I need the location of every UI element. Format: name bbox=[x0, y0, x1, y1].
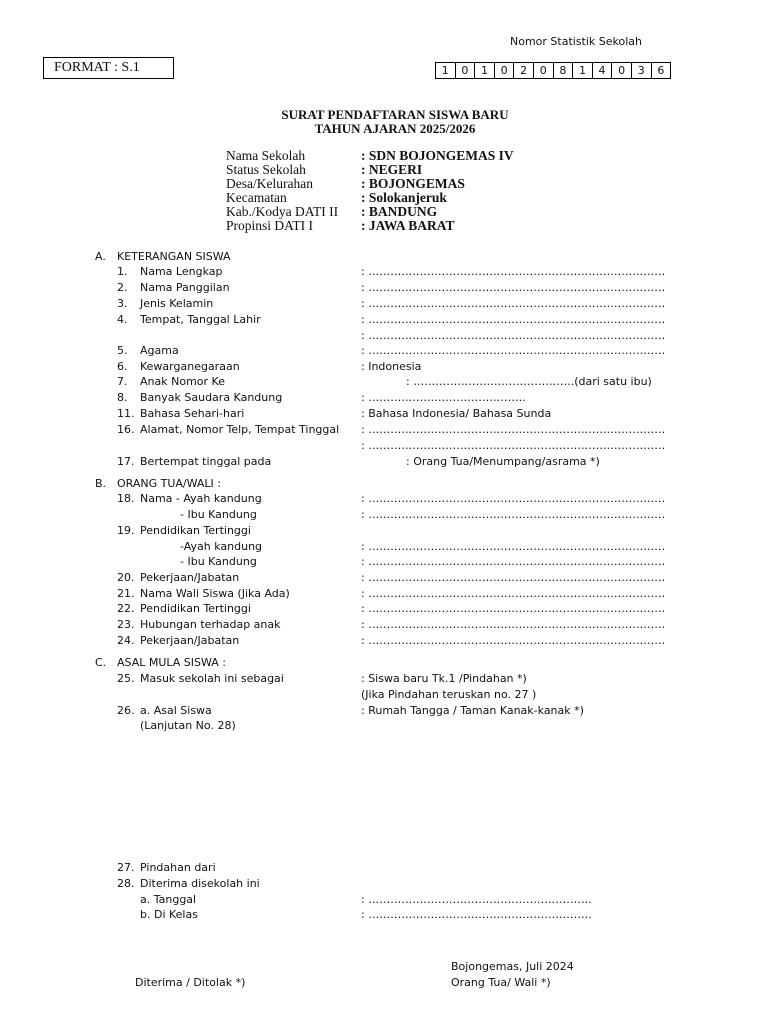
item-label: Nama Panggilan bbox=[140, 281, 230, 294]
province-label: Propinsi DATI I bbox=[226, 218, 313, 233]
fill-in-field: : ……………………………………. bbox=[361, 391, 526, 404]
fill-in-field: : ……………………………………………………………………… bbox=[361, 329, 666, 342]
nss-digit: 0 bbox=[611, 62, 632, 79]
fill-in-field: : Siswa baru Tk.1 /Pindahan *) bbox=[361, 672, 527, 685]
item-label: Nama - Ayah kandung bbox=[140, 492, 262, 505]
item-number: 20. bbox=[117, 571, 135, 584]
district-label: Kecamatan bbox=[226, 190, 287, 205]
section-title: ORANG TUA/WALI : bbox=[117, 477, 222, 490]
fill-in-field: : ……………………………………………………………………… bbox=[361, 555, 666, 568]
item-number: 17. bbox=[117, 455, 135, 468]
item-number: 8. bbox=[117, 391, 128, 404]
item-label: Pekerjaan/Jabatan bbox=[140, 634, 240, 647]
item-label: a. Tanggal bbox=[140, 893, 197, 906]
item-number: 18. bbox=[117, 492, 135, 505]
item-number: 6. bbox=[117, 360, 128, 373]
item-label: Diterima disekolah ini bbox=[140, 877, 260, 890]
district-value: : Solokanjeruk bbox=[361, 190, 447, 205]
fill-in-field: : ……………………………………………………………………… bbox=[361, 313, 666, 326]
accepted-rejected-label: Diterima / Ditolak *) bbox=[135, 976, 246, 989]
fill-in-field: : ……………………………………………………. bbox=[361, 893, 592, 906]
item-number: 16. bbox=[117, 423, 135, 436]
place-date: Bojongemas, Juli 2024 bbox=[451, 960, 574, 973]
item-label: Nama Lengkap bbox=[140, 265, 223, 278]
item-number: 25. bbox=[117, 672, 135, 685]
school-status-label: Status Sekolah bbox=[226, 162, 306, 177]
item-number: 11. bbox=[117, 407, 135, 420]
fill-in-field: : ……………………………………………………………………… bbox=[361, 439, 666, 452]
format-label: FORMAT : S.1 bbox=[43, 57, 174, 79]
section-title: KETERANGAN SISWA bbox=[117, 250, 231, 263]
item-number: 26. bbox=[117, 704, 135, 717]
item-number: 24. bbox=[117, 634, 135, 647]
nss-digit: 1 bbox=[474, 62, 495, 79]
province-value: : JAWA BARAT bbox=[361, 218, 455, 233]
item-number: 23. bbox=[117, 618, 135, 631]
nss-digit: 1 bbox=[435, 62, 456, 79]
section-a-heading bbox=[95, 250, 231, 263]
regency-value: : BANDUNG bbox=[361, 204, 438, 219]
item-number: 3. bbox=[117, 297, 128, 310]
item-number: 2. bbox=[117, 281, 128, 294]
nss-digit: 0 bbox=[455, 62, 476, 79]
item-label: Pindahan dari bbox=[140, 861, 216, 874]
nss-digit: 3 bbox=[631, 62, 652, 79]
nss-digit: 0 bbox=[533, 62, 554, 79]
fill-in-field: : ……………………………………………………………………… bbox=[361, 587, 666, 600]
fill-in-field: : ……………………………………………………………………… bbox=[361, 508, 666, 521]
fill-in-field: : ……………………………………………………………………… bbox=[361, 265, 666, 278]
section-b-heading bbox=[95, 477, 221, 490]
fill-in-field: : ……………………………………………………………………… bbox=[361, 634, 666, 647]
nss-digit: 4 bbox=[592, 62, 613, 79]
nss-digit: 6 bbox=[651, 62, 672, 79]
fill-in-field: : ……………………………………..(dari satu ibu) bbox=[406, 375, 652, 388]
item-number: 7. bbox=[117, 375, 128, 388]
nss-digit: 0 bbox=[494, 62, 515, 79]
school-name-value: : SDN BOJONGEMAS IV bbox=[361, 148, 514, 163]
item-label: Nama Wali Siswa (Jika Ada) bbox=[140, 587, 290, 600]
item-label: Bahasa Sehari-hari bbox=[140, 407, 245, 420]
item-label: - Ibu Kandung bbox=[180, 555, 257, 568]
item-label: b. Di Kelas bbox=[140, 908, 198, 921]
item-label: Hubungan terhadap anak bbox=[140, 618, 281, 631]
nss-digit-boxes bbox=[436, 62, 671, 79]
section-letter: C. bbox=[95, 656, 107, 669]
item-label: Alamat, Nomor Telp, Tempat Tinggal bbox=[140, 423, 340, 436]
item-label: Agama bbox=[140, 344, 179, 357]
item-label: Bertempat tinggal pada bbox=[140, 455, 272, 468]
item-label: -Ayah kandung bbox=[180, 540, 263, 553]
item-number: 27. bbox=[117, 861, 135, 874]
section-c-heading bbox=[95, 656, 226, 669]
item-label: Pendidikan Tertinggi bbox=[140, 602, 251, 615]
fill-in-field: : ……………………………………………………………………… bbox=[361, 540, 666, 553]
fill-in-field: : Bahasa Indonesia/ Bahasa Sunda bbox=[361, 407, 552, 420]
fill-in-field: : Orang Tua/Menumpang/asrama *) bbox=[406, 455, 600, 468]
item-label: Tempat, Tanggal Lahir bbox=[140, 313, 261, 326]
fill-in-field: : Indonesia bbox=[361, 360, 422, 373]
note-text: (Jika Pindahan teruskan no. 27 ) bbox=[361, 688, 537, 701]
fill-in-field: : ……………………………………………………………………… bbox=[361, 423, 666, 436]
nss-digit: 1 bbox=[572, 62, 593, 79]
item-label: Banyak Saudara Kandung bbox=[140, 391, 283, 404]
school-status-value: : NEGERI bbox=[361, 162, 423, 177]
item-label: Kewarganegaraan bbox=[140, 360, 240, 373]
item-number: 5. bbox=[117, 344, 128, 357]
fill-in-field: : Rumah Tangga / Taman Kanak-kanak *) bbox=[361, 704, 584, 717]
parent-guardian-label: Orang Tua/ Wali *) bbox=[451, 976, 551, 989]
village-label: Desa/Kelurahan bbox=[226, 176, 313, 191]
fill-in-field: : ……………………………………………………………………… bbox=[361, 492, 666, 505]
nss-digit: 2 bbox=[513, 62, 534, 79]
item-label: Masuk sekolah ini sebagai bbox=[140, 672, 284, 685]
item-label: (Lanjutan No. 28) bbox=[140, 719, 236, 732]
village-value: : BOJONGEMAS bbox=[361, 176, 465, 191]
fill-in-field: : ……………………………………………………………………… bbox=[361, 297, 666, 310]
item-number: 22. bbox=[117, 602, 135, 615]
nss-digit: 8 bbox=[553, 62, 574, 79]
item-label: Anak Nomor Ke bbox=[140, 375, 225, 388]
school-name-label: Nama Sekolah bbox=[226, 148, 306, 163]
item-label: Pendidikan Tertinggi bbox=[140, 524, 251, 537]
section-letter: B. bbox=[95, 477, 107, 490]
fill-in-field: : ……………………………………………………………………… bbox=[361, 344, 666, 357]
fill-in-field: : ……………………………………………………………………… bbox=[361, 571, 666, 584]
fill-in-field: : ……………………………………………………………………… bbox=[361, 281, 666, 294]
fill-in-field: : ……………………………………………………………………… bbox=[361, 618, 666, 631]
fill-in-field: : ……………………………………………………………………… bbox=[361, 602, 666, 615]
section-title: ASAL MULA SISWA : bbox=[117, 656, 227, 669]
item-label: Jenis Kelamin bbox=[140, 297, 214, 310]
item-number: 28. bbox=[117, 877, 135, 890]
item-label: a. Asal Siswa bbox=[140, 704, 212, 717]
item-number: 21. bbox=[117, 587, 135, 600]
item-number: 1. bbox=[117, 265, 128, 278]
section-letter: A. bbox=[95, 250, 106, 263]
item-label: - Ibu Kandung bbox=[180, 508, 257, 521]
document-subtitle: TAHUN AJARAN 2025/2026 bbox=[314, 121, 476, 136]
item-number: 4. bbox=[117, 313, 128, 326]
document-title: SURAT PENDAFTARAN SISWA BARU bbox=[281, 107, 509, 122]
item-label: Pekerjaan/Jabatan bbox=[140, 571, 240, 584]
nss-label: Nomor Statistik Sekolah bbox=[510, 35, 643, 48]
regency-label: Kab./Kodya DATI II bbox=[226, 204, 339, 219]
fill-in-field: : ……………………………………………………. bbox=[361, 908, 592, 921]
item-number: 19. bbox=[117, 524, 135, 537]
